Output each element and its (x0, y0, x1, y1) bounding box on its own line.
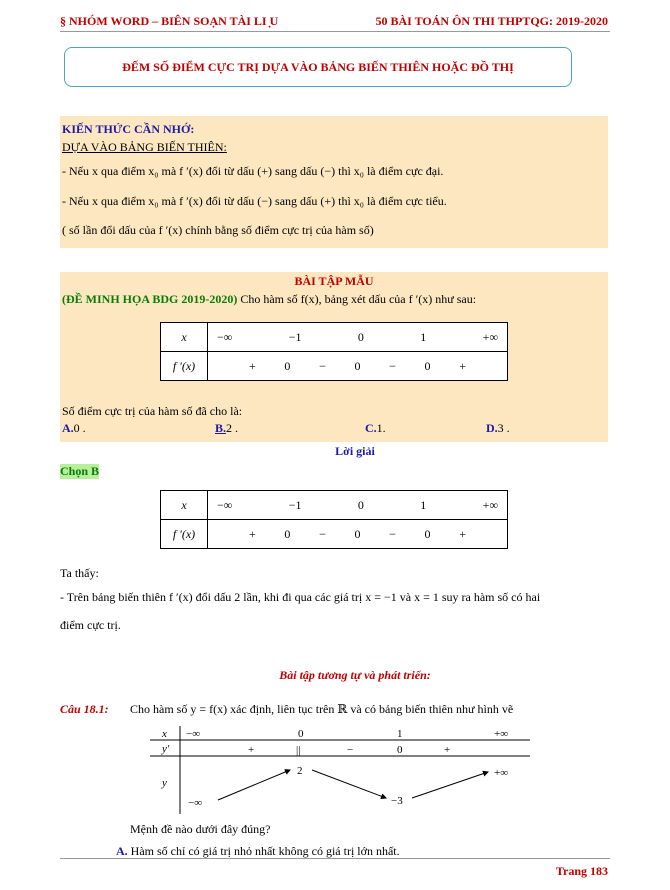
header-left: § NHÓM WORD – BIÊN SOẠN TÀI LI ̣U (60, 14, 279, 28)
sign-table-x-row (208, 323, 508, 352)
solution-sign-table (160, 490, 508, 549)
choice-d-text: 3 . (497, 421, 510, 435)
header-divider (60, 31, 610, 32)
bbt-yp-value: || (296, 744, 301, 756)
sign-table-x-label: x (161, 491, 208, 520)
sample-heading: BÀI TẬP MẪU (294, 274, 374, 288)
choice-c[interactable] (365, 421, 386, 436)
choice-d[interactable] (486, 421, 510, 436)
option-a-text: Hàm số chỉ có giá trị nhỏ nhất không có giá trị lớn nhất. (130, 844, 400, 858)
footer-divider (60, 858, 610, 859)
sign-value: 0 (424, 526, 431, 541)
section-title (64, 47, 572, 87)
bbt-y-label: y (162, 777, 167, 789)
bbt-yp-value: + (444, 744, 451, 756)
page-number: Trang 183 (555, 864, 608, 878)
x-value: 1 (420, 497, 427, 512)
bbt-yp-value: 0 (397, 744, 403, 756)
x-value: −1 (288, 497, 302, 512)
choice-c-text: 1. (376, 421, 386, 435)
question-text: Cho hàm số y = f(x) xác định, liên tục trên ℝ và có bảng biến thiên như hình vẽ (130, 702, 514, 716)
bbt-y-value: −∞ (188, 797, 203, 809)
bbt-yp-value: + (248, 744, 255, 756)
x-value: 0 (357, 329, 364, 344)
sign-table-fp-label: f ′(x) (161, 352, 208, 381)
x-value: 0 (357, 497, 364, 512)
choice-b-label: B. (215, 421, 227, 435)
x-value: 1 (420, 329, 427, 344)
section-title-text: ĐẾM SỐ ĐIỂM CỰC TRỊ DỰA VÀO BẢNG BIẾN THIÊN HOẶC ĐỒ THỊ (122, 59, 514, 74)
choice-d-label: D. (486, 421, 498, 435)
sample-prompt-text: Cho hàm số f(x), bảng xét dấu của f ′(x) như sau: (237, 292, 477, 306)
solution-line-1: - Trên bảng biến thiên f ′(x) đổi dấu 2 lần, khi đi qua các giá trị x = −1 và x = 1 suy ra hàm số có hai (60, 590, 541, 604)
option-a[interactable] (116, 844, 400, 859)
bbt-y-value: +∞ (494, 767, 509, 779)
x-value: −1 (288, 329, 302, 344)
sign-table-fp-row (208, 352, 508, 381)
sample-sign-table (160, 322, 508, 381)
bbt-y-value: −3 (391, 795, 403, 807)
bbt-y-value: 2 (297, 765, 303, 777)
x-value: +∞ (482, 497, 498, 512)
header-right: 50 BÀI TOÁN ÔN THI THPTQG: 2019-2020 (375, 14, 608, 28)
bbt-x-value: −∞ (186, 728, 201, 740)
sample-prompt (62, 292, 476, 307)
sign-table-x-label: x (161, 323, 208, 352)
sample-source: (ĐỀ MINH HỌA BDG 2019-2020) (62, 292, 238, 306)
sign-table-fp-label: f ′(x) (161, 520, 208, 549)
question-label: Câu 18.1: (60, 702, 109, 716)
sign-value: + (249, 358, 256, 373)
sign-value: + (249, 526, 256, 541)
sign-value: + (459, 358, 466, 373)
bbt-x-value: 0 (298, 728, 304, 740)
knowledge-line-2: - Nếu x qua điểm x₀ mà f ′(x) đổi từ dấu (−) sang dấu (+) thì x₀ là điểm cực tiểu. (62, 194, 447, 208)
arrow-increase (412, 772, 488, 798)
x-value: +∞ (482, 329, 498, 344)
question-ask: Mệnh đề nào dưới đây đúng? (130, 822, 271, 836)
bbt-x-value: +∞ (494, 728, 509, 740)
knowledge-panel (60, 116, 608, 248)
choice-a-text: 0 . (73, 421, 86, 435)
bbt-x-value: 1 (397, 728, 403, 740)
sign-value: − (319, 358, 326, 373)
similar-heading: Bài tập tương tự và phát triển: (279, 668, 431, 682)
sign-table-x-row (208, 491, 508, 520)
choice-a-label: A. (62, 421, 74, 435)
x-value: −∞ (217, 329, 233, 344)
knowledge-subheading: DỰA VÀO BẢNG BIẾN THIÊN: (62, 140, 227, 154)
choice-c-label: C. (365, 421, 377, 435)
sign-value: 0 (354, 526, 361, 541)
option-a-label: A. (116, 844, 128, 858)
sign-value: + (459, 526, 466, 541)
x-value: −∞ (217, 497, 233, 512)
sign-value: − (319, 526, 326, 541)
variation-table (150, 726, 530, 814)
sign-value: 0 (284, 358, 291, 373)
solution-intro: Ta thấy: (60, 566, 99, 580)
sign-value: − (389, 526, 396, 541)
sign-value: 0 (424, 358, 431, 373)
solution-heading: Lời giải (335, 444, 375, 458)
sample-question: Số điểm cực trị của hàm số đã cho là: (62, 404, 243, 418)
sign-value: 0 (284, 526, 291, 541)
sign-value: 0 (354, 358, 361, 373)
sign-value: − (389, 358, 396, 373)
arrow-decrease (312, 770, 386, 798)
choice-b[interactable] (215, 421, 238, 436)
sign-table-fp-row (208, 520, 508, 549)
bbt-x-label: x (162, 728, 167, 740)
choice-b-text: 2 . (226, 421, 239, 435)
solution-line-2: điểm cực trị. (60, 618, 121, 632)
chosen-answer: Chọn B (60, 464, 100, 478)
bbt-yp-label: y′ (162, 743, 170, 755)
knowledge-line-1: - Nếu x qua điểm x₀ mà f ′(x) đổi từ dấu (+) sang dấu (−) thì x₀ là điểm cực đại. (62, 164, 444, 178)
knowledge-heading: KIẾN THỨC CẦN NHỚ: (62, 122, 195, 136)
bbt-yp-value: − (347, 744, 354, 756)
knowledge-line-3: ( số lần đổi dấu của f ′(x) chính bằng số điểm cực trị của hàm số) (62, 223, 374, 237)
arrow-increase (218, 770, 290, 800)
choice-a[interactable] (62, 421, 86, 436)
